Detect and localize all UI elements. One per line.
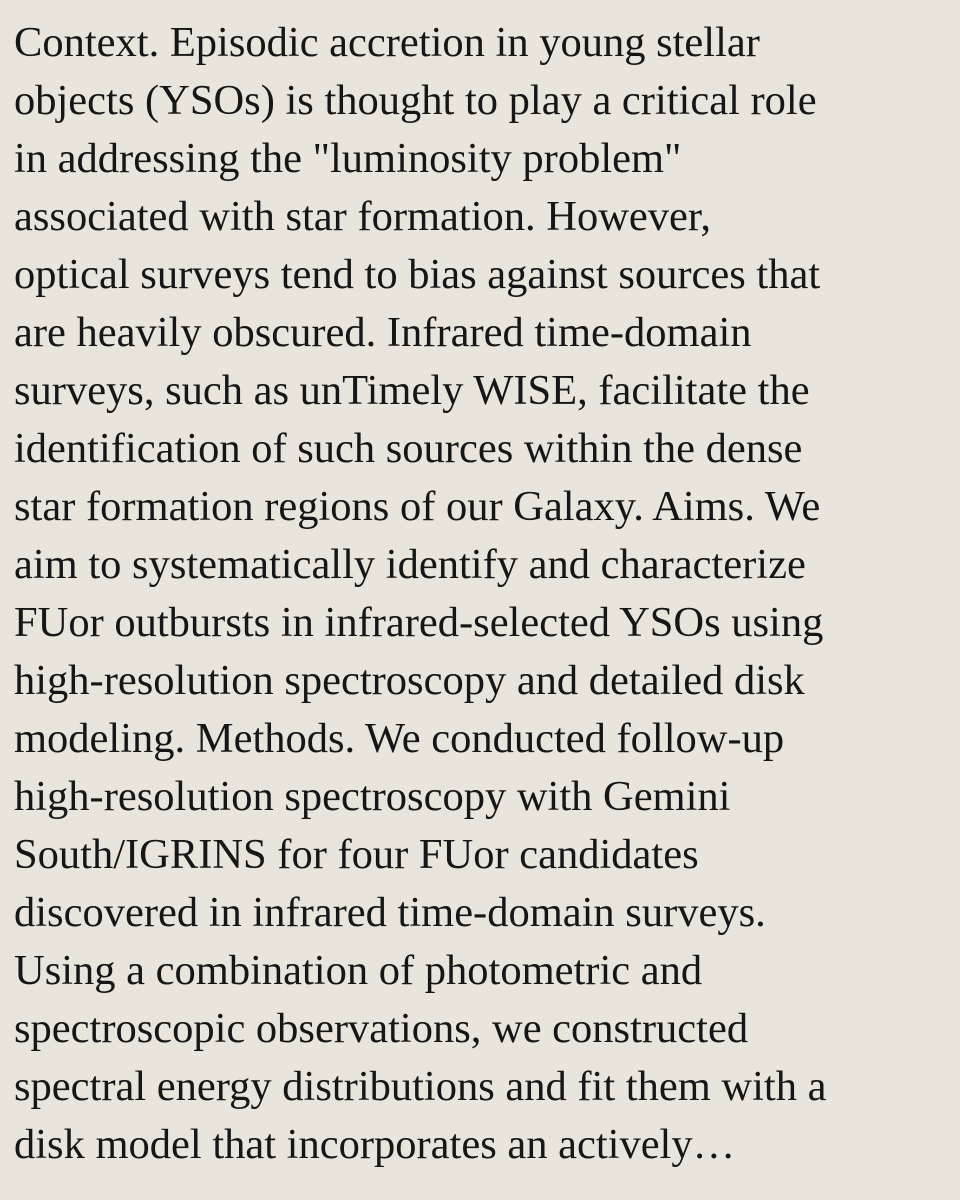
abstract-line: high-resolution spectroscopy with Gemini [14, 773, 731, 820]
abstract-line: disk model that incorporates an actively… [14, 1121, 736, 1168]
abstract-line: objects (YSOs) is thought to play a critical role [14, 77, 817, 124]
abstract-text [14, 14, 942, 1174]
abstract-line: modeling. Methods. We conducted follow-up [14, 715, 785, 762]
abstract-line: spectroscopic observations, we constructed [14, 1005, 749, 1052]
abstract-line: are heavily obscured. Infrared time-domain [14, 309, 752, 356]
abstract-line: identification of such sources within the dense [14, 425, 803, 472]
abstract-line: optical surveys tend to bias against sources that [14, 251, 821, 298]
abstract-line: in addressing the "luminosity problem" [14, 135, 682, 182]
abstract-line: star formation regions of our Galaxy. Aims. We [14, 483, 821, 530]
abstract-line: high-resolution spectroscopy and detailed disk [14, 657, 805, 704]
abstract-line: surveys, such as unTimely WISE, facilitate the [14, 367, 810, 414]
abstract-line: aim to systematically identify and characterize [14, 541, 806, 588]
abstract-line: South/IGRINS for four FUor candidates [14, 831, 699, 878]
abstract-line: spectral energy distributions and fit them with a [14, 1063, 827, 1110]
abstract-line: Context. Episodic accretion in young stellar [14, 19, 760, 66]
abstract-line: discovered in infrared time-domain surveys. [14, 889, 766, 936]
abstract-line: FUor outbursts in infrared-selected YSOs using [14, 599, 824, 646]
abstract-line: associated with star formation. However, [14, 193, 711, 240]
abstract-line: Using a combination of photometric and [14, 947, 703, 994]
